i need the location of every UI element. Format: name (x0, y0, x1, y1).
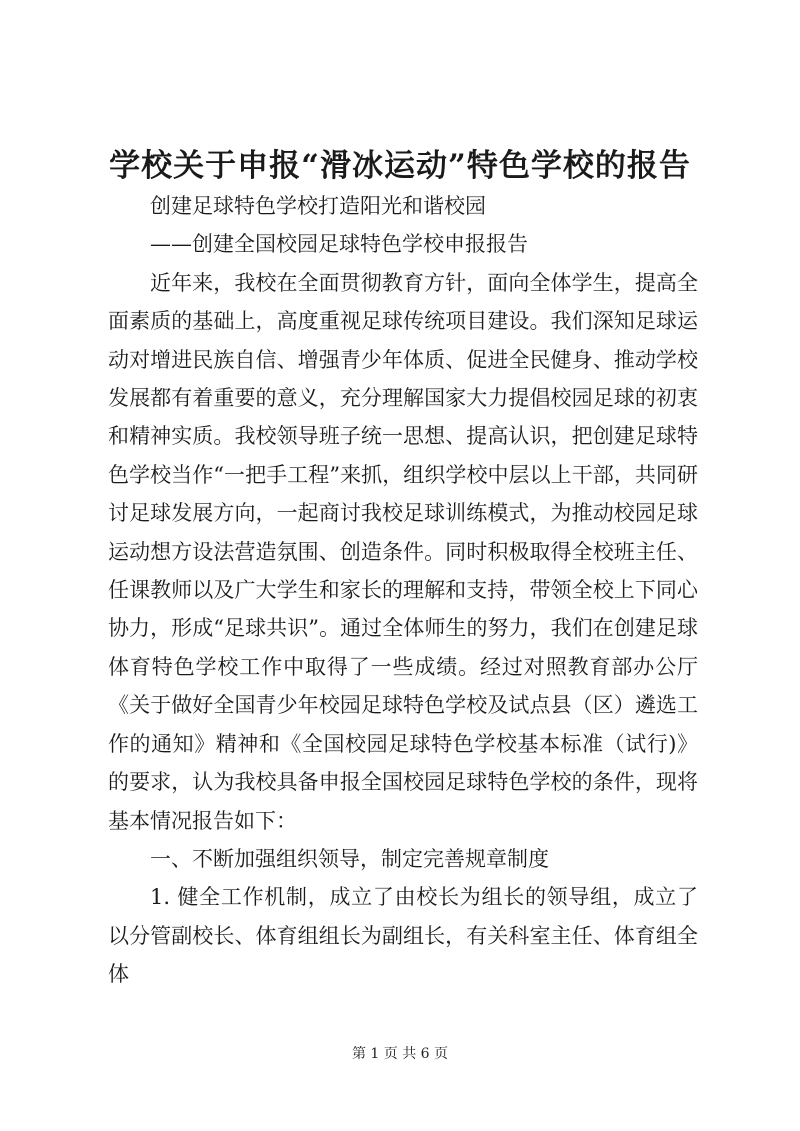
subtitle-dash-paragraph: ——创建全国校园足球特色学校申报报告 (150, 232, 528, 257)
section-heading: 一、不断加强组织领导，制定完善规章制度 (150, 846, 549, 871)
document-body (108, 187, 698, 994)
subtitle-paragraph: 创建足球特色学校打造阳光和谐校园 (150, 194, 486, 218)
page-footer: 第 1 页 共 6 页 (351, 1046, 449, 1062)
intro-paragraph: 近年来，我校在全面贯彻教育方针，面向全体学生，提高全面素质的基础上，高度重视足球传统项目建设。我们深知足球运动对增进民族自信、增强青少年体质、促进全民健身、推动学校发展都有着重要的意义，充分理解国家大力提倡校园足球的初衷和精神实质。我校领导班子统一思想、提高认识，把创建足球特色学校当作“一把手工程”来抓，组织学校中层以上干部，共同研讨足球发展方向，一起商讨我校足球训练模式，为推动校园足球运动想方设法营造氛围、创造条件。同时积极取得全校班主任、任课教师以及广大学生和家长的理解和支持，带领全校上下同心协力，形成“足球共识”。通过全体师生的努力，我们在创建足球体育特色学校工作中取得了一些成绩。经过对照教育部办公厅《关于做好全国青少年校园足球特色学校及试点县（区）遴选工作的通知》精神和《全国校园足球特色学校基本标准（试行)》的要求，认为我校具备申报全国校园足球特色学校的条件，现将基本情况报告如下： (108, 270, 698, 833)
section-paragraph: 1. 健全工作机制，成立了由校长为组长的领导组，成立了以分管副校长、体育组组长为副组长，有关科室主任、体育组全体 (108, 885, 698, 987)
document-title: 学校关于申报“滑冰运动”特色学校的报告 (109, 148, 691, 184)
